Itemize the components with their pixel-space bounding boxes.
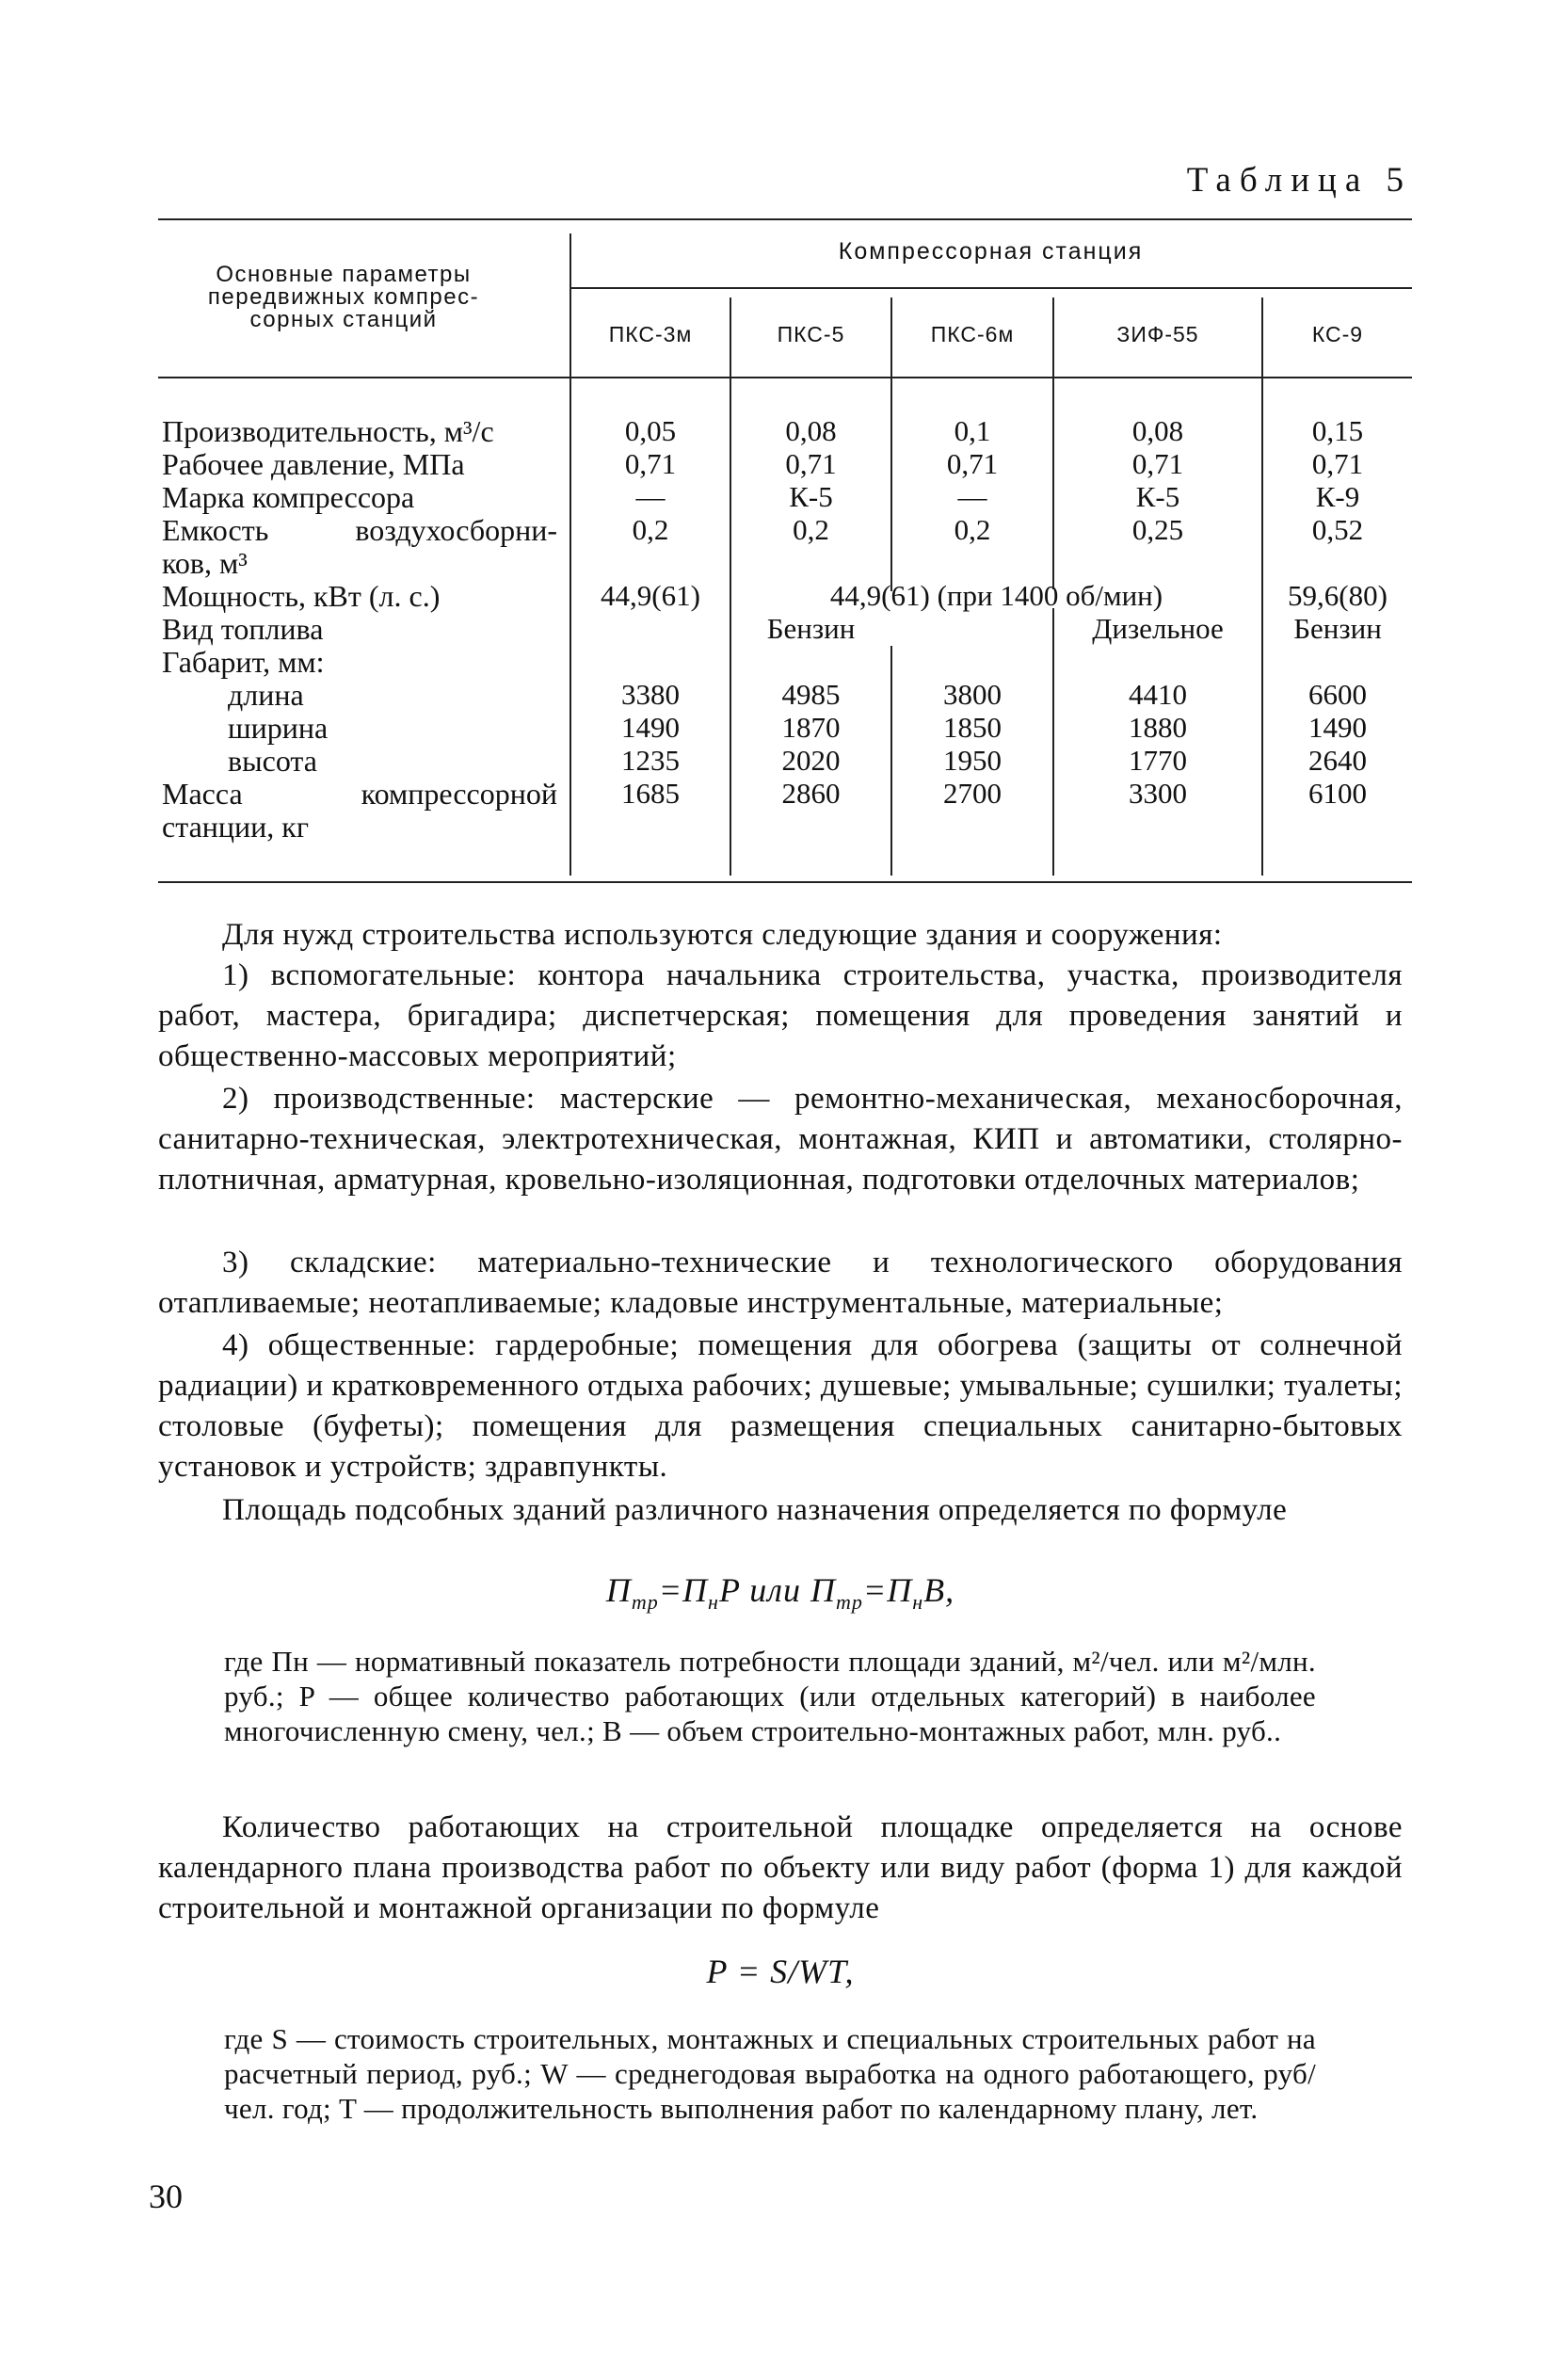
table-cell: 3800 [943, 678, 1002, 711]
table-cell: 0,1 [954, 414, 991, 447]
table-cell: 3380 [621, 678, 680, 711]
table-cell: 0,05 [624, 414, 677, 447]
group-header: Компрессорная станция [838, 238, 1144, 265]
table-cell: 44,9(61) [601, 579, 700, 612]
table-cell: 2640 [1308, 744, 1367, 777]
table-cell: 1880 [1129, 711, 1187, 744]
table-cell: Дизельное [1092, 612, 1224, 645]
row-label: высота [228, 744, 317, 778]
list-item: 3) складские: материально-технические и технологического оборудования отапливаемые; неотапливаемые; кладовые инструментальные, материальные; [158, 1246, 1403, 1320]
table-cell: 2860 [781, 777, 841, 810]
column-header: ПКС-5 [777, 322, 845, 346]
row-label: Габарит, мм: [162, 645, 325, 679]
column-header: ПКС-6м [930, 322, 1015, 346]
table-cell: 0,71 [1311, 447, 1364, 480]
list-item: 4) общественные: гардеробные; помещения для обогрева (защиты от солнечной радиации) и кратковременного отдыха рабочих; душевые; умывальные; сушилки; туалеты; столовые (буфеты); помещения для размещения специальных санитарно-бытовых установок и устройств; здравпункты. [158, 1328, 1403, 1484]
table-cell: 0,08 [785, 414, 837, 447]
formula-explanation: где Пн — нормативный показатель потребности площади зданий, м²/чел. или м²/млн. руб.; P — общее количество работающих (или отдельных категорий) в наиболее многочисленную смену, чел.; B — объем строительно-монтажных работ, млн. руб.. [224, 1645, 1316, 1747]
table-cell: 1770 [1129, 744, 1187, 777]
paragraph-area-formula-intro: Площадь подсобных зданий различного назначения определяется по формуле [222, 1493, 1288, 1527]
corner-header: Основные параметры передвижных компрес- сорных станций [207, 262, 480, 332]
row-label: Производительность, м³/с [162, 414, 494, 448]
table-cell: 0,2 [954, 513, 991, 546]
row-label: Марка компрессора [162, 480, 415, 514]
table-cell-merged: 44,9(61) (при 1400 об/мин) [829, 579, 1163, 612]
table-cell: 1850 [943, 711, 1002, 744]
paragraph-intro: Для нужд строительства используются следующие здания и сооружения: [222, 918, 1223, 952]
table-cell: 4985 [781, 678, 841, 711]
formula-workers: P = S/WT, [706, 1953, 855, 1990]
table-cell: 0,2 [793, 513, 829, 546]
table-cell: 0,52 [1311, 513, 1364, 546]
table-cell: — [635, 480, 666, 513]
table-cell: 1950 [943, 744, 1002, 777]
table-cell: 0,71 [624, 447, 677, 480]
row-label: Рабочее давление, МПа [162, 447, 465, 481]
row-label: станции, кг [162, 810, 309, 844]
table-cell: К-5 [789, 480, 833, 513]
column-header: КС-9 [1311, 322, 1364, 346]
list-item: 2) производственные: мастерские — ремонтно-механическая, механосборочная, санитарно-техническая, электротехническая, монтажная, КИП и автоматики, столярно-плотничная, арматурная, кровельно-изоляционная, подготовки отделочных материалов; [158, 1082, 1403, 1197]
table-cell: 1490 [621, 711, 680, 744]
column-header: ЗИФ-55 [1116, 322, 1199, 346]
formula-area: $П_{тр}=П_нP$ или $П_{тр}=П_нB$, [605, 1571, 955, 1615]
header-bottom-rule [158, 377, 1412, 378]
row-label: ков, м³ [162, 546, 248, 580]
table-cell: 6100 [1308, 777, 1367, 810]
table-cell: 0,71 [1131, 447, 1184, 480]
table-cell: 1235 [621, 744, 680, 777]
row-label: длина [228, 678, 304, 712]
list-item: 1) вспомогательные: контора начальника строительства, участка, производителя работ, мастера, бригадира; диспетчерская; помещения для проведения занятий и общественно-массовых мероприятий; [158, 958, 1403, 1073]
row-label: Мощность, кВт (л. с.) [162, 579, 441, 613]
table-cell: К-9 [1315, 480, 1360, 513]
row-label: Масса компрессорной [162, 777, 557, 811]
table-cell: Бензин [766, 612, 856, 645]
table-cell: 0,2 [632, 513, 669, 546]
group-header-rule [569, 287, 1412, 289]
table-cell: 2700 [943, 777, 1002, 810]
column-header: ПКС-3м [608, 322, 693, 346]
table-cell: К-5 [1135, 480, 1180, 513]
table-cell: 59,6(80) [1288, 579, 1388, 612]
table-caption: Таблица 5 [1186, 161, 1412, 200]
table-cell: 0,71 [946, 447, 999, 480]
table-cell: 1870 [781, 711, 841, 744]
table-cell: 6600 [1308, 678, 1367, 711]
page-number: 30 [149, 2178, 183, 2215]
row-label: ширина [228, 711, 329, 745]
table-cell: 3300 [1129, 777, 1187, 810]
table-cell: 0,25 [1131, 513, 1184, 546]
table-cell: 2020 [781, 744, 841, 777]
table-cell: 1490 [1308, 711, 1367, 744]
table-cell: — [957, 480, 987, 513]
table-cell: 1685 [621, 777, 680, 810]
table-top-rule [158, 218, 1412, 220]
table-cell: 0,71 [785, 447, 837, 480]
table-cell: 0,08 [1131, 414, 1184, 447]
row-label: Вид топлива [162, 612, 324, 646]
table-cell: 4410 [1129, 678, 1187, 711]
row-label: Емкость воздухосборни- [162, 513, 557, 547]
table-cell: Бензин [1293, 612, 1382, 645]
paragraph-workers-formula-intro: Количество работающих на строительной площадке определяется на основе календарного плана производства работ по объекту или виду работ (форма 1) для каждой строительной и монтажной организации по формуле [158, 1810, 1403, 1925]
table-cell: 0,15 [1311, 414, 1364, 447]
table-bottom-rule [158, 881, 1412, 883]
formula-explanation: где S — стоимость строительных, монтажных и специальных строительных работ на расчетный период, руб.; W — среднегодовая выработка на одного работающего, руб/чел. год; T — продолжительность выполнения работ по календарному плану, лет. [224, 2022, 1316, 2125]
